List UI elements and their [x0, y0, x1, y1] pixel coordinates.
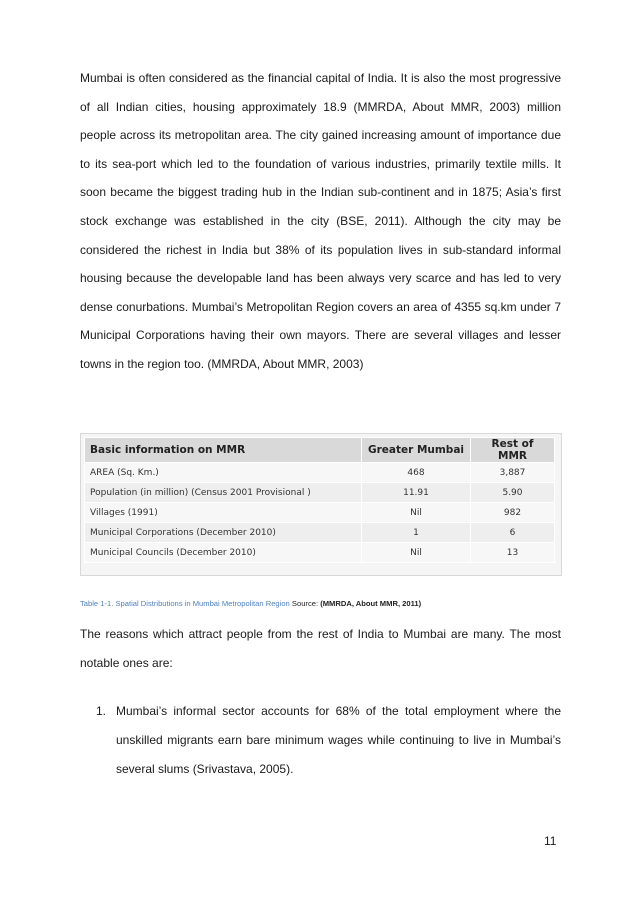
list-item-number: 1. [96, 704, 107, 718]
mmr-info-table [84, 437, 555, 563]
page-number: 11 [544, 834, 557, 848]
rest-of-mmr-value: 982 [471, 503, 555, 523]
caption-source-prefix: Source: [291, 599, 319, 608]
mmr-table-image [80, 433, 562, 576]
greater-mumbai-value: Nil [362, 543, 471, 563]
greater-mumbai-value: 468 [362, 463, 471, 483]
header-basic-info: Basic information on MMR [85, 438, 362, 463]
table-row [85, 543, 555, 563]
caption-label: Table 1-1. Spatial Distributions in Mumbai Metropolitan Region [80, 599, 290, 608]
table-row [85, 503, 555, 523]
greater-mumbai-value: Nil [362, 503, 471, 523]
table-row [85, 483, 555, 503]
table-caption [80, 599, 421, 608]
row-label: Municipal Councils (December 2010) [85, 543, 362, 563]
rest-of-mmr-value: 3,887 [471, 463, 555, 483]
rest-of-mmr-value: 5.90 [471, 483, 555, 503]
rest-of-mmr-value: 6 [471, 523, 555, 543]
list-item [96, 697, 561, 784]
row-label: Villages (1991) [85, 503, 362, 523]
list-item-text: Mumbai’s informal sector accounts for 68% of the total employment where the unskilled migrants earn bare minimum wages while continuing to live in Mumbai’s several slums (Srivastava, 2005). [116, 704, 561, 776]
row-label: Population (in million) (Census 2001 Provisional ) [85, 483, 362, 503]
header-greater-mumbai: Greater Mumbai [362, 438, 471, 463]
row-label: AREA (Sq. Km.) [85, 463, 362, 483]
greater-mumbai-value: 1 [362, 523, 471, 543]
greater-mumbai-value: 11.91 [362, 483, 471, 503]
table-row [85, 523, 555, 543]
table-header-row [85, 438, 555, 463]
reasons-paragraph: The reasons which attract people from the rest of India to Mumbai are many. The most notable ones are: [80, 627, 561, 670]
row-label: Municipal Corporations (December 2010) [85, 523, 362, 543]
rest-of-mmr-value: 13 [471, 543, 555, 563]
table-row [85, 463, 555, 483]
reasons-list [96, 697, 561, 784]
caption-source: (MMRDA, About MMR, 2011) [320, 599, 422, 608]
intro-paragraph: Mumbai is often considered as the financial capital of India. It is also the most progressive of all Indian cities, housing approximately 18.9 (MMRDA, About MMR, 2003) million people across its metropolitan area. The city gained increasing amount of importance due to its sea-port which led to the foundation of various industries, primarily textile mills. It soon became the biggest trading hub in the Indian sub-continent and in 1875; Asia’s first stock exchange was established in the city (BSE, 2011). Although the city may be considered the richest in India but 38% of its population lives in sub-standard informal housing because the developable land has been always very scarce and has led to very dense conurbations. Mumbai’s Metropolitan Region covers an area of 4355 sq.km under 7 Municipal Corporations having their own mayors. There are several villages and lesser towns in the region too. (MMRDA, About MMR, 2003) [80, 71, 561, 371]
header-rest-of-mmr: Rest of MMR [471, 438, 555, 463]
